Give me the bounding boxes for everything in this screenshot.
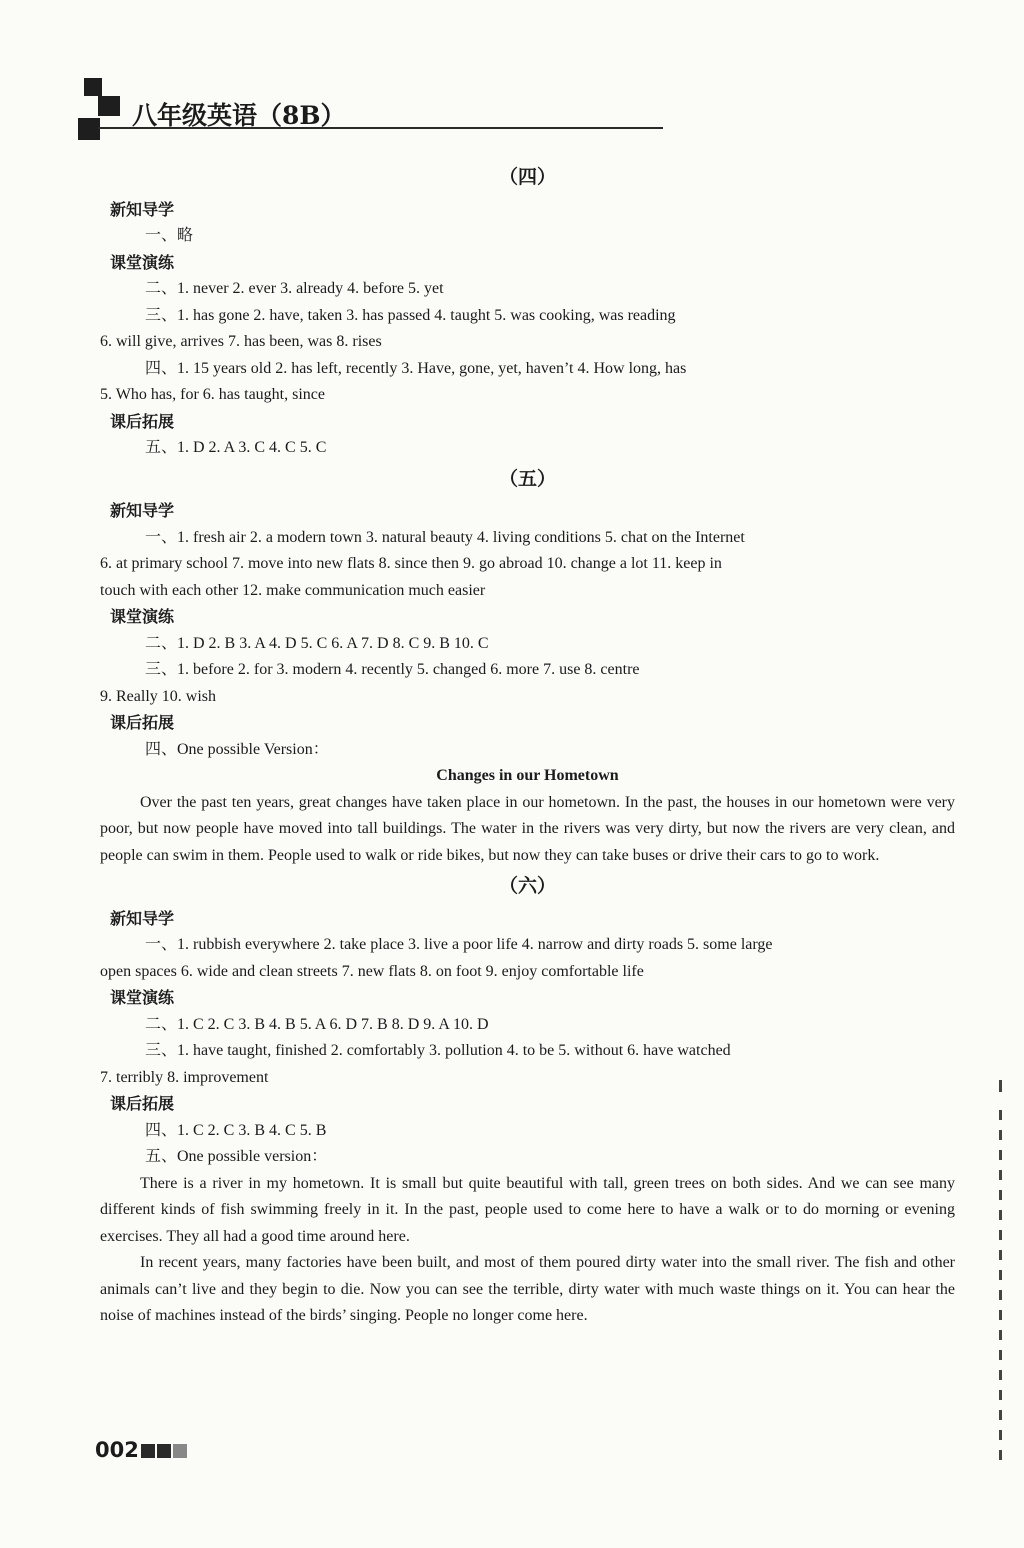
answer-line: 三、1. has gone 2. have, taken 3. has passed 4. taught 5. was cooking, was reading xyxy=(145,306,676,324)
section-title: （五） xyxy=(498,467,556,490)
header-block xyxy=(98,96,120,116)
article-paragraph: In recent years, many factories have been built, and most of them poured dirty water into the small river. The fish and other animals can’t live and they begin to die. Now you can see the terrible, dirty water with much waste things on it. You can hear the noise of machines instead of the birds’ singing. People no longer come here. xyxy=(100,1254,955,1324)
footer-block xyxy=(141,1444,155,1458)
footer-block xyxy=(173,1444,187,1458)
part-label: 课后拓展 xyxy=(110,1094,175,1113)
page-title: 八年级英语（8B） xyxy=(132,101,346,130)
answer-line: 五、1. D 2. A 3. C 4. C 5. C xyxy=(145,439,327,456)
answer-line: 7. terribly 8. improvement xyxy=(100,1068,269,1086)
article-paragraph: Over the past ten years, great changes have taken place in our hometown. In the past, the houses in our hometown were very poor, but now people have moved into tall buildings. The water in the rivers was very dirty, but now the rivers are very clean, and people can swim in them. People used to walk or ride bikes, but now they can take buses or drive their cars to go to work. xyxy=(100,793,955,864)
section-6 xyxy=(100,873,955,1330)
answer-line: 三、1. have taught, finished 2. comfortably 3. pollution 4. to be 5. without 6. have watched xyxy=(145,1042,731,1059)
edge-mark xyxy=(999,1080,1002,1092)
answer-line: 5. Who has, for 6. has taught, since xyxy=(100,386,325,403)
part-label: 课堂演练 xyxy=(110,607,175,626)
answer-line: 三、1. before 2. for 3. modern 4. recently 5. changed 6. more 7. use 8. centre xyxy=(145,661,640,678)
section-title: （六） xyxy=(498,875,556,897)
footer-block xyxy=(157,1444,171,1458)
answer-line: 四、One possible Version： xyxy=(145,740,329,758)
section-title: （四） xyxy=(498,166,556,188)
header-block xyxy=(84,78,102,96)
part-label: 新知导学 xyxy=(110,199,175,219)
article-title: Changes in our Hometown xyxy=(436,767,619,784)
edge-dash xyxy=(999,1110,1002,1470)
part-label: 课后拓展 xyxy=(110,411,175,431)
answer-line: 一、1. rubbish everywhere 2. take place 3. live a poor life 4. narrow and dirty roads 5. some large xyxy=(145,936,773,953)
article-paragraph: There is a river in my hometown. It is small but quite beautiful with tall, green trees on both sides. And we can see many different kinds of fish swimming freely in it. In the past, people used to come here to have a walk or to do morning or evening exercises. They all had a good time around here. xyxy=(100,1174,955,1245)
answer-line: 二、1. D 2. B 3. A 4. D 5. C 6. A 7. D 8. C 9. B 10. C xyxy=(145,634,489,652)
header-block xyxy=(78,118,100,140)
answer-line: 9. Really 10. wish xyxy=(100,687,216,705)
part-label: 课堂演练 xyxy=(110,252,175,272)
section-5 xyxy=(100,466,955,870)
answer-line: open spaces 6. wide and clean streets 7. new flats 8. on foot 9. enjoy comfortable life xyxy=(100,962,644,980)
answer-line: 五、One possible version： xyxy=(145,1148,328,1165)
answer-line: 四、1. C 2. C 3. B 4. C 5. B xyxy=(145,1121,327,1139)
part-label: 课堂演练 xyxy=(110,988,175,1007)
section-4 xyxy=(100,164,955,462)
answer-line: 四、1. 15 years old 2. has left, recently 3. Have, gone, yet, haven’t 4. How long, has xyxy=(145,359,687,377)
page-footer xyxy=(95,1438,187,1462)
answer-line: 6. will give, arrives 7. has been, was 8. rises xyxy=(100,333,382,350)
part-label: 新知导学 xyxy=(110,501,175,520)
answer-line: 二、1. C 2. C 3. B 4. B 5. A 6. D 7. B 8. D 9. A 10. D xyxy=(145,1015,489,1033)
answer-line: 二、1. never 2. ever 3. already 4. before 5. yet xyxy=(145,280,444,297)
answer-line: 6. at primary school 7. move into new flats 8. since then 9. go abroad 10. change a lot 11. keep in xyxy=(100,555,722,572)
answer-content xyxy=(100,160,955,1330)
part-label: 新知导学 xyxy=(110,908,175,928)
answer-line: 一、略 xyxy=(145,227,194,244)
answer-line: 一、1. fresh air 2. a modern town 3. natural beauty 4. living conditions 5. chat on the Internet xyxy=(145,528,745,546)
answer-line: touch with each other 12. make communication much easier xyxy=(100,581,486,599)
part-label: 课后拓展 xyxy=(110,713,175,732)
page-number: 002 xyxy=(95,1438,139,1462)
